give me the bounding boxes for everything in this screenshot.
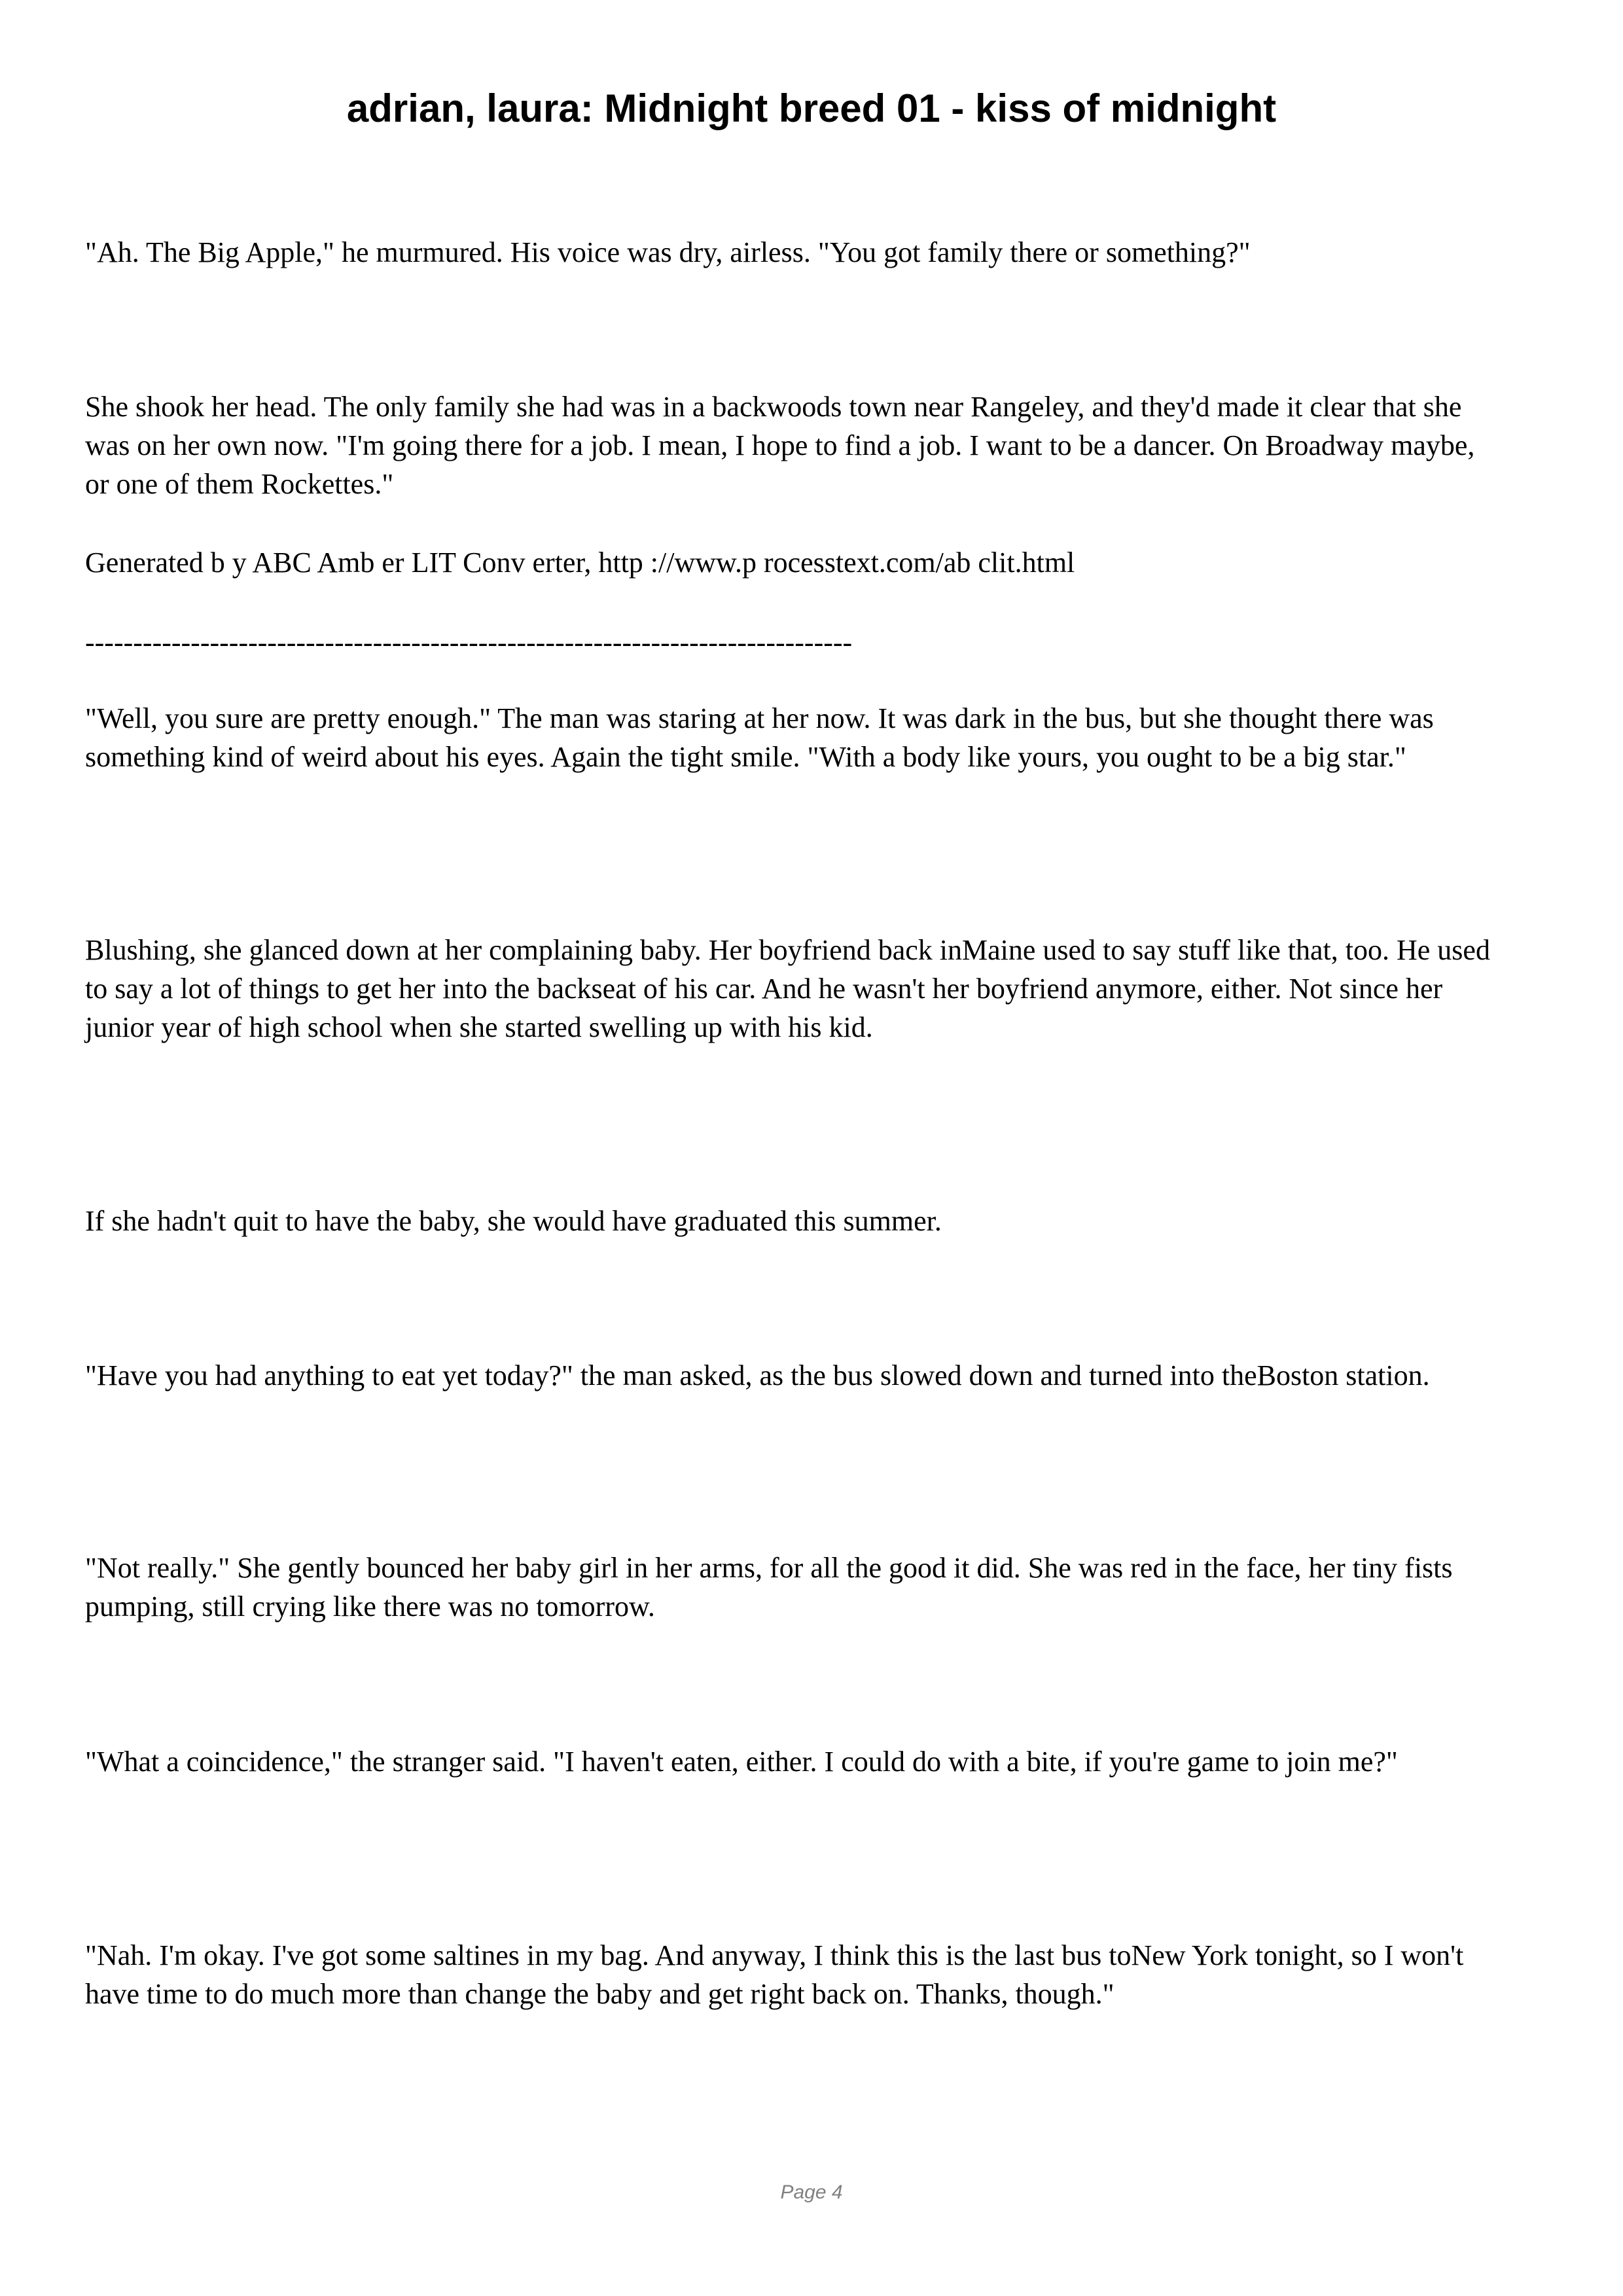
paragraph-6: "Have you had anything to eat yet today?" the man asked, as the bus slowed down and turned into theBoston station. bbox=[85, 1359, 1430, 1391]
page-title: adrian, laura: Midnight breed 01 - kiss of midnight bbox=[346, 86, 1277, 130]
paragraph-9: "Nah. I'm okay. I've got some saltines in my bag. And anyway, I think this is the last bus toNew York tonight, so I won't have time to do much more than change the baby and get right back on. Thanks, though." bbox=[85, 1939, 1464, 2010]
paragraph-1: "Ah. The Big Apple," he murmured. His voice was dry, airless. "You got family there or something?" bbox=[85, 236, 1251, 268]
separator-line: -------------------------------------------------------------------------------- bbox=[85, 626, 853, 658]
paragraph-2: She shook her head. The only family she had was in a backwoods town near Rangeley, and they'd made it clear that she was on her own now. "I'm going there for a job. I mean, I hope to find a job. I want to be a dancer. On Broadway maybe, or one of them Rockettes." bbox=[85, 391, 1475, 500]
paragraph-8: "What a coincidence," the stranger said. "I haven't eaten, either. I could do with a bite, if you're game to join me?" bbox=[85, 1746, 1398, 1778]
paragraph-4: Blushing, she glanced down at her complaining baby. Her boyfriend back inMaine used to say stuff like that, too. He used to say a lot of things to get her into the backseat of his car. And he wasn't her boyfriend anymore, either. Not since her junior year of high school when she started swelling up with his kid. bbox=[85, 934, 1490, 1043]
paragraph-3: "Well, you sure are pretty enough." The man was staring at her now. It was dark in the bus, but she thought there was something kind of weird about his eyes. Again the tight smile. "With a body like yours, you ought to be a big star." bbox=[85, 702, 1434, 773]
paragraph-5: If she hadn't quit to have the baby, she would have graduated this summer. bbox=[85, 1205, 942, 1237]
converter-credit: Generated b y ABC Amb er LIT Conv erter, http ://www.p rocesstext.com/ab clit.html bbox=[85, 547, 1075, 579]
paragraph-7: "Not really." She gently bounced her baby girl in her arms, for all the good it did. She was red in the face, her tiny fists pumping, still crying like there was no tomorrow. bbox=[85, 1552, 1453, 1623]
page-number: Page 4 bbox=[780, 2181, 843, 2203]
